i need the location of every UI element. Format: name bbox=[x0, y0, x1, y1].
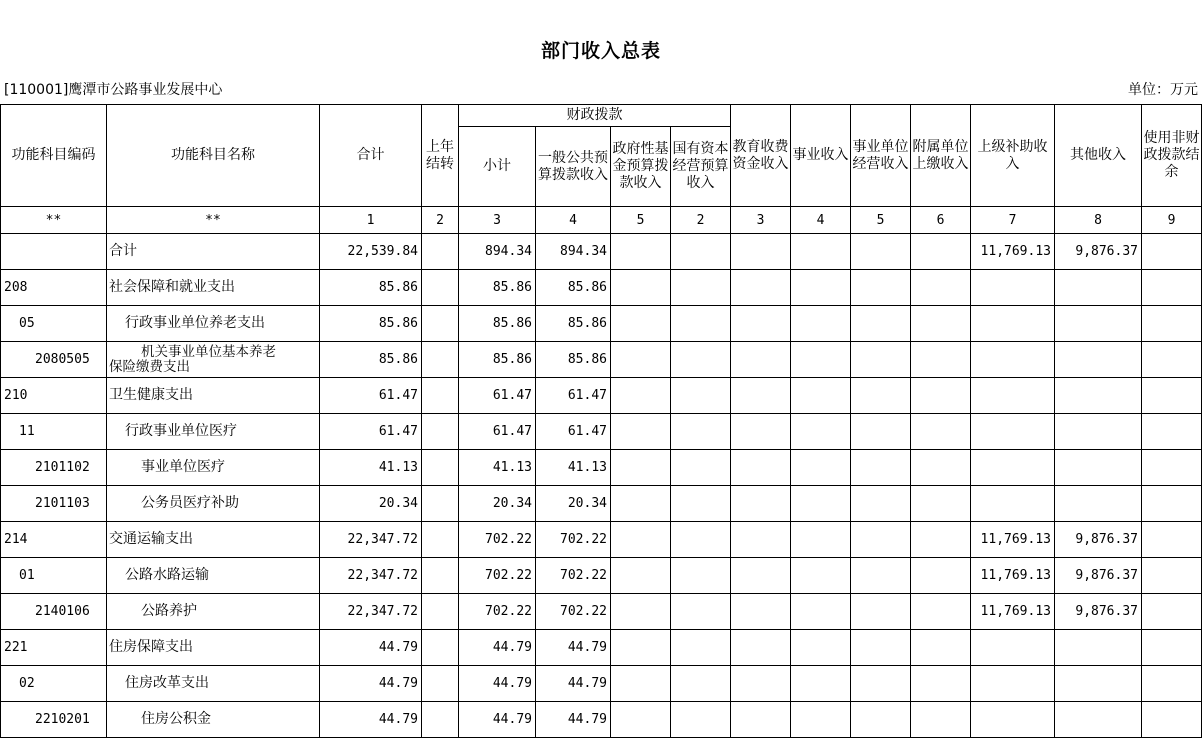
header-carryover: 上年结转 bbox=[422, 105, 459, 207]
superior-subsidy-cell: 11,769.13 bbox=[971, 594, 1055, 630]
header-code: 功能科目编码 bbox=[1, 105, 107, 207]
name-cell: 公路水路运输 bbox=[107, 558, 320, 594]
total-cell: 61.47 bbox=[320, 414, 422, 450]
general-budget-cell: 61.47 bbox=[536, 414, 611, 450]
name-cell: 社会保障和就业支出 bbox=[107, 270, 320, 306]
general-budget-cell: 894.34 bbox=[536, 234, 611, 270]
other-income-cell: 9,876.37 bbox=[1055, 234, 1142, 270]
general-budget-cell: 85.86 bbox=[536, 306, 611, 342]
total-cell: 22,347.72 bbox=[320, 558, 422, 594]
header-subtotal: 小计 bbox=[459, 127, 536, 207]
superior-subsidy-cell bbox=[971, 342, 1055, 378]
subtotal-cell: 44.79 bbox=[459, 702, 536, 738]
other-income-cell bbox=[1055, 414, 1142, 450]
header-non-fiscal-balance: 使用非财政拨款结余 bbox=[1142, 105, 1202, 207]
total-cell: 44.79 bbox=[320, 630, 422, 666]
index-row bbox=[1, 207, 1202, 234]
other-income-cell: 9,876.37 bbox=[1055, 594, 1142, 630]
other-income-cell bbox=[1055, 450, 1142, 486]
subtotal-cell: 44.79 bbox=[459, 666, 536, 702]
code-cell: 208 bbox=[1, 270, 107, 306]
subtotal-cell: 85.86 bbox=[459, 270, 536, 306]
superior-subsidy-cell bbox=[971, 414, 1055, 450]
code-cell: 11 bbox=[1, 414, 107, 450]
general-budget-cell: 20.34 bbox=[536, 486, 611, 522]
header-other-income: 其他收入 bbox=[1055, 105, 1142, 207]
superior-subsidy-cell bbox=[971, 486, 1055, 522]
name-cell: 卫生健康支出 bbox=[107, 378, 320, 414]
name-cell: 交通运输支出 bbox=[107, 522, 320, 558]
index-cell: 2 bbox=[671, 207, 731, 234]
superior-subsidy-cell bbox=[971, 666, 1055, 702]
other-income-cell bbox=[1055, 666, 1142, 702]
header-affiliated-income: 附属单位上缴收入 bbox=[911, 105, 971, 207]
name-cell: 公务员医疗补助 bbox=[107, 486, 320, 522]
code-cell: 2101103 bbox=[1, 486, 107, 522]
code-cell: 210 bbox=[1, 378, 107, 414]
general-budget-cell: 702.22 bbox=[536, 558, 611, 594]
other-income-cell: 9,876.37 bbox=[1055, 558, 1142, 594]
subtotal-cell: 44.79 bbox=[459, 630, 536, 666]
subtotal-cell: 41.13 bbox=[459, 450, 536, 486]
total-cell: 20.34 bbox=[320, 486, 422, 522]
table-row bbox=[1, 630, 1202, 666]
table-row bbox=[1, 378, 1202, 414]
code-cell bbox=[1, 234, 107, 270]
organization-label: [110001]鹰潭市公路事业发展中心 bbox=[4, 82, 223, 98]
superior-subsidy-cell: 11,769.13 bbox=[971, 558, 1055, 594]
total-cell: 41.13 bbox=[320, 450, 422, 486]
general-budget-cell: 61.47 bbox=[536, 378, 611, 414]
index-cell: 4 bbox=[791, 207, 851, 234]
other-income-cell bbox=[1055, 486, 1142, 522]
header-general-budget: 一般公共预算拨款收入 bbox=[536, 127, 611, 207]
index-cell: 7 bbox=[971, 207, 1055, 234]
name-cell: 事业单位医疗 bbox=[107, 450, 320, 486]
code-cell: 2080505 bbox=[1, 342, 107, 378]
total-cell: 22,347.72 bbox=[320, 522, 422, 558]
table-row bbox=[1, 414, 1202, 450]
name-cell: 行政事业单位养老支出 bbox=[107, 306, 320, 342]
total-cell: 44.79 bbox=[320, 666, 422, 702]
index-cell: 6 bbox=[911, 207, 971, 234]
index-cell: 5 bbox=[851, 207, 911, 234]
code-cell: 01 bbox=[1, 558, 107, 594]
table-row bbox=[1, 522, 1202, 558]
subtotal-cell: 702.22 bbox=[459, 594, 536, 630]
superior-subsidy-cell bbox=[971, 702, 1055, 738]
name-line-2: 保险缴费支出 bbox=[109, 358, 190, 375]
name-cell: 住房改革支出 bbox=[107, 666, 320, 702]
header-total: 合计 bbox=[320, 105, 422, 207]
unit-label: 单位：万元 bbox=[1128, 82, 1198, 98]
header-name: 功能科目名称 bbox=[107, 105, 320, 207]
general-budget-cell: 44.79 bbox=[536, 702, 611, 738]
other-income-cell bbox=[1055, 630, 1142, 666]
name-cell: 合计 bbox=[107, 234, 320, 270]
general-budget-cell: 44.79 bbox=[536, 666, 611, 702]
table-row bbox=[1, 702, 1202, 738]
superior-subsidy-cell: 11,769.13 bbox=[971, 234, 1055, 270]
code-cell: 214 bbox=[1, 522, 107, 558]
index-cell: ** bbox=[107, 207, 320, 234]
name-cell: 住房公积金 bbox=[107, 702, 320, 738]
code-cell: 221 bbox=[1, 630, 107, 666]
index-cell: 3 bbox=[459, 207, 536, 234]
subtotal-cell: 85.86 bbox=[459, 342, 536, 378]
code-cell: 2140106 bbox=[1, 594, 107, 630]
table-row bbox=[1, 594, 1202, 630]
subtotal-cell: 61.47 bbox=[459, 414, 536, 450]
header-edu-fee: 教育收费资金收入 bbox=[731, 105, 791, 207]
superior-subsidy-cell bbox=[971, 378, 1055, 414]
total-cell: 85.86 bbox=[320, 306, 422, 342]
subtotal-cell: 61.47 bbox=[459, 378, 536, 414]
subtotal-cell: 20.34 bbox=[459, 486, 536, 522]
name-line-1: 机关事业单位基本养老 bbox=[141, 343, 276, 360]
general-budget-cell: 702.22 bbox=[536, 522, 611, 558]
header-business-income: 事业收入 bbox=[791, 105, 851, 207]
total-cell: 85.86 bbox=[320, 270, 422, 306]
index-cell: 5 bbox=[611, 207, 671, 234]
other-income-cell bbox=[1055, 702, 1142, 738]
header-gov-fund: 政府性基金预算拨款收入 bbox=[611, 127, 671, 207]
code-cell: 2101102 bbox=[1, 450, 107, 486]
total-cell: 22,539.84 bbox=[320, 234, 422, 270]
total-cell: 22,347.72 bbox=[320, 594, 422, 630]
table-row bbox=[1, 450, 1202, 486]
other-income-cell bbox=[1055, 378, 1142, 414]
index-cell: 2 bbox=[422, 207, 459, 234]
index-cell: 9 bbox=[1142, 207, 1202, 234]
index-cell: 4 bbox=[536, 207, 611, 234]
code-cell: 2210201 bbox=[1, 702, 107, 738]
general-budget-cell: 85.86 bbox=[536, 342, 611, 378]
superior-subsidy-cell: 11,769.13 bbox=[971, 522, 1055, 558]
subtotal-cell: 702.22 bbox=[459, 522, 536, 558]
name-cell: 住房保障支出 bbox=[107, 630, 320, 666]
header-superior-subsidy: 上级补助收入 bbox=[971, 105, 1055, 207]
general-budget-cell: 44.79 bbox=[536, 630, 611, 666]
other-income-cell bbox=[1055, 342, 1142, 378]
superior-subsidy-cell bbox=[971, 630, 1055, 666]
table-row bbox=[1, 306, 1202, 342]
other-income-cell: 9,876.37 bbox=[1055, 522, 1142, 558]
general-budget-cell: 85.86 bbox=[536, 270, 611, 306]
table-row bbox=[1, 234, 1202, 270]
total-cell: 44.79 bbox=[320, 702, 422, 738]
code-cell: 05 bbox=[1, 306, 107, 342]
other-income-cell bbox=[1055, 270, 1142, 306]
header-fiscal-group: 财政拨款 bbox=[459, 105, 731, 127]
code-cell: 02 bbox=[1, 666, 107, 702]
index-cell: 3 bbox=[731, 207, 791, 234]
superior-subsidy-cell bbox=[971, 306, 1055, 342]
index-cell: 8 bbox=[1055, 207, 1142, 234]
name-cell: 公路养护 bbox=[107, 594, 320, 630]
general-budget-cell: 41.13 bbox=[536, 450, 611, 486]
income-summary-table bbox=[0, 104, 1202, 738]
name-cell: 行政事业单位医疗 bbox=[107, 414, 320, 450]
name-cell bbox=[107, 342, 320, 378]
superior-subsidy-cell bbox=[971, 450, 1055, 486]
index-cell: 1 bbox=[320, 207, 422, 234]
index-cell: ** bbox=[1, 207, 107, 234]
table-row bbox=[1, 558, 1202, 594]
superior-subsidy-cell bbox=[971, 270, 1055, 306]
total-cell: 85.86 bbox=[320, 342, 422, 378]
header-state-capital: 国有资本经营预算收入 bbox=[671, 127, 731, 207]
subtotal-cell: 702.22 bbox=[459, 558, 536, 594]
total-cell: 61.47 bbox=[320, 378, 422, 414]
header-operating-income: 事业单位经营收入 bbox=[851, 105, 911, 207]
subtotal-cell: 894.34 bbox=[459, 234, 536, 270]
subtotal-cell: 85.86 bbox=[459, 306, 536, 342]
report-title: 部门收入总表 bbox=[540, 40, 661, 62]
general-budget-cell: 702.22 bbox=[536, 594, 611, 630]
table-row bbox=[1, 486, 1202, 522]
table-row bbox=[1, 666, 1202, 702]
other-income-cell bbox=[1055, 306, 1142, 342]
table-row bbox=[1, 342, 1202, 378]
table-row bbox=[1, 270, 1202, 306]
